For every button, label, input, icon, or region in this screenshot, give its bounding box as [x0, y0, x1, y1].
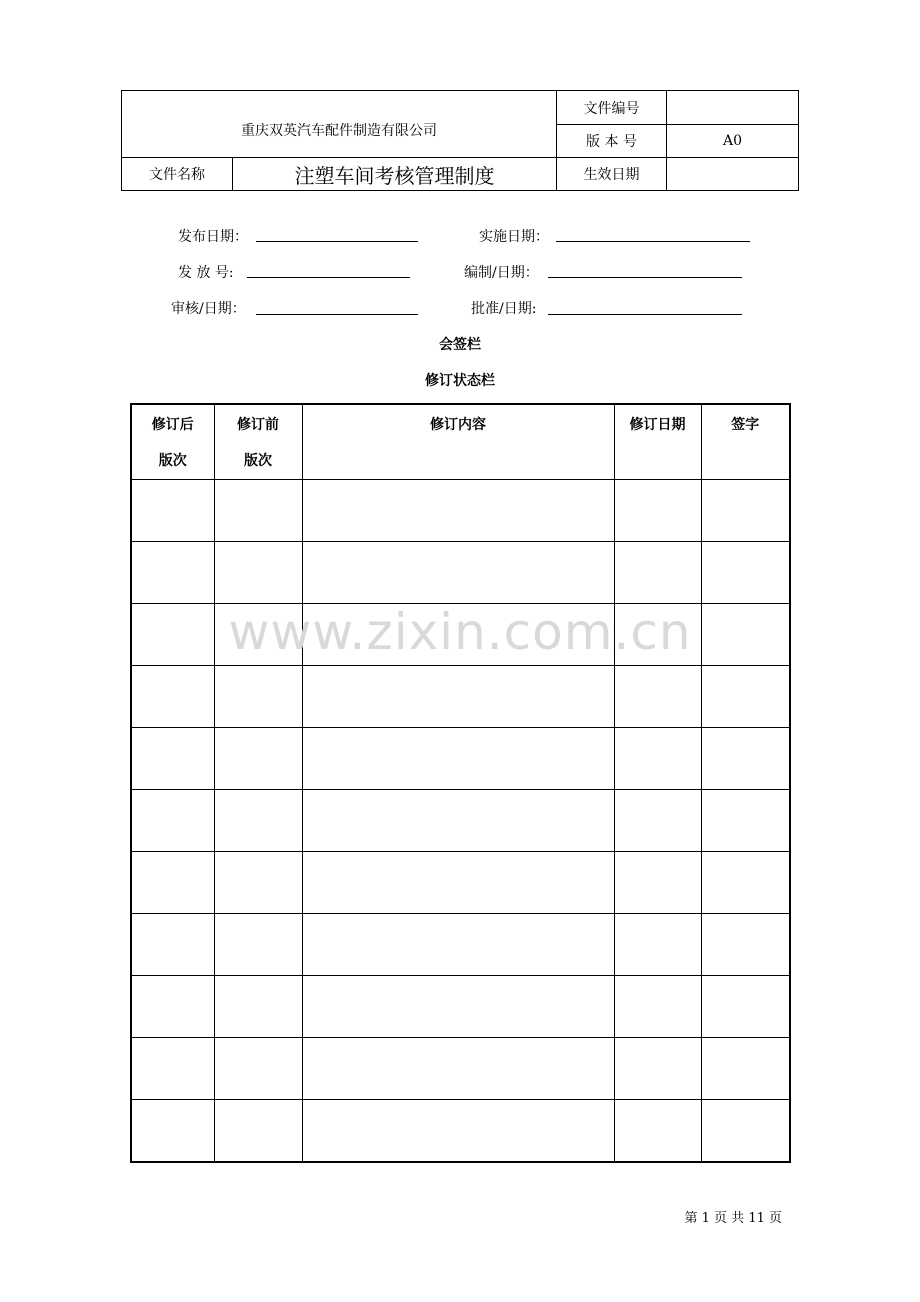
table-cell[interactable]: [214, 852, 302, 914]
table-cell[interactable]: [214, 790, 302, 852]
doc-no-value: [667, 91, 799, 125]
table-cell[interactable]: [614, 542, 701, 604]
table-row: [131, 480, 790, 542]
table-cell[interactable]: [701, 728, 790, 790]
document-header-table: [121, 90, 799, 191]
effective-date-value: [667, 158, 799, 191]
compile-date-line[interactable]: [548, 277, 742, 278]
table-row: [131, 728, 790, 790]
review-date-label: 审核/日期：: [171, 301, 246, 317]
table-cell[interactable]: [131, 666, 214, 728]
table-cell[interactable]: [131, 852, 214, 914]
table-cell[interactable]: [131, 1100, 214, 1163]
effective-date-label: 生效日期: [557, 158, 667, 191]
table-cell[interactable]: [614, 790, 701, 852]
table-cell[interactable]: [214, 542, 302, 604]
countersign-title: 会签栏: [439, 337, 481, 353]
table-cell[interactable]: [302, 1100, 614, 1163]
issue-no-label: 发 放 号:: [178, 265, 234, 281]
version-label: 版 本 号: [557, 125, 667, 158]
review-date-line[interactable]: [256, 314, 418, 315]
revision-table: [130, 403, 791, 1163]
header-revision-date: [614, 404, 701, 480]
table-cell[interactable]: [701, 914, 790, 976]
implement-date-line[interactable]: [556, 241, 750, 242]
table-cell[interactable]: [614, 914, 701, 976]
table-cell[interactable]: [302, 914, 614, 976]
table-cell[interactable]: [131, 728, 214, 790]
implement-date-label: 实施日期：: [479, 229, 549, 245]
table-row: [131, 1100, 790, 1163]
table-cell[interactable]: [131, 542, 214, 604]
header-revision-content-line: 修订内容: [430, 417, 486, 433]
table-cell[interactable]: [701, 790, 790, 852]
table-cell[interactable]: [302, 1038, 614, 1100]
table-cell[interactable]: [614, 666, 701, 728]
version-value: A0: [667, 125, 799, 158]
table-cell[interactable]: [302, 666, 614, 728]
table-cell[interactable]: [214, 666, 302, 728]
approve-date-label: 批准/日期:: [471, 301, 537, 317]
table-cell[interactable]: [131, 914, 214, 976]
doc-name: 注塑车间考核管理制度: [233, 158, 557, 191]
doc-name-label: 文件名称: [122, 158, 233, 191]
publish-date-label: 发布日期：: [178, 229, 248, 245]
table-row: [131, 852, 790, 914]
table-cell[interactable]: [614, 480, 701, 542]
doc-no-label: 文件编号: [557, 91, 667, 125]
table-cell[interactable]: [614, 728, 701, 790]
table-cell[interactable]: [614, 852, 701, 914]
table-cell[interactable]: [214, 728, 302, 790]
header-previous-version-line: 修订前: [237, 417, 279, 433]
table-cell[interactable]: [302, 852, 614, 914]
revision-header-row: [131, 404, 790, 480]
header-signature-line: 签字: [731, 417, 760, 433]
header-previous-version: [214, 404, 302, 480]
approve-date-line[interactable]: [548, 314, 742, 315]
header-revised-version: [131, 404, 214, 480]
table-cell[interactable]: [701, 542, 790, 604]
watermark: www.zixin.com.cn: [228, 603, 692, 661]
table-cell[interactable]: [302, 542, 614, 604]
table-cell[interactable]: [214, 480, 302, 542]
publish-date-line[interactable]: [256, 241, 418, 242]
table-cell[interactable]: [701, 1100, 790, 1163]
company-name: 重庆双英汽车配件制造有限公司: [122, 91, 557, 158]
table-cell[interactable]: [701, 976, 790, 1038]
table-cell[interactable]: [701, 1038, 790, 1100]
table-cell[interactable]: [214, 914, 302, 976]
table-row: [131, 790, 790, 852]
table-cell[interactable]: [302, 480, 614, 542]
table-cell[interactable]: [131, 790, 214, 852]
table-cell[interactable]: [131, 976, 214, 1038]
table-cell[interactable]: [701, 666, 790, 728]
table-cell[interactable]: [214, 1038, 302, 1100]
table-cell[interactable]: [214, 1100, 302, 1163]
table-row: [131, 914, 790, 976]
table-cell[interactable]: [131, 1038, 214, 1100]
issue-no-line[interactable]: [247, 277, 410, 278]
table-cell[interactable]: [614, 976, 701, 1038]
header-previous-version-line: 版次: [244, 453, 272, 469]
header-signature: [701, 404, 790, 480]
compile-date-label: 编制/日期：: [464, 265, 539, 281]
revision-title: 修订状态栏: [425, 373, 495, 389]
header-revised-version-line: 版次: [158, 453, 187, 469]
header-revised-version-line: 修订后: [151, 417, 194, 433]
header-revision-content: [302, 404, 614, 480]
table-cell[interactable]: [614, 1038, 701, 1100]
table-row: [131, 976, 790, 1038]
table-cell[interactable]: [302, 790, 614, 852]
table-cell[interactable]: [701, 480, 790, 542]
table-row: [131, 1038, 790, 1100]
table-row: [131, 542, 790, 604]
table-row: [131, 666, 790, 728]
header-revision-date-line: 修订日期: [629, 417, 686, 433]
table-cell[interactable]: [614, 1100, 701, 1163]
table-cell[interactable]: [701, 852, 790, 914]
table-cell[interactable]: [302, 976, 614, 1038]
table-cell[interactable]: [302, 728, 614, 790]
table-cell[interactable]: [214, 976, 302, 1038]
table-cell[interactable]: [131, 480, 214, 542]
page-footer: 第 1 页 共 11 页: [684, 1211, 782, 1226]
